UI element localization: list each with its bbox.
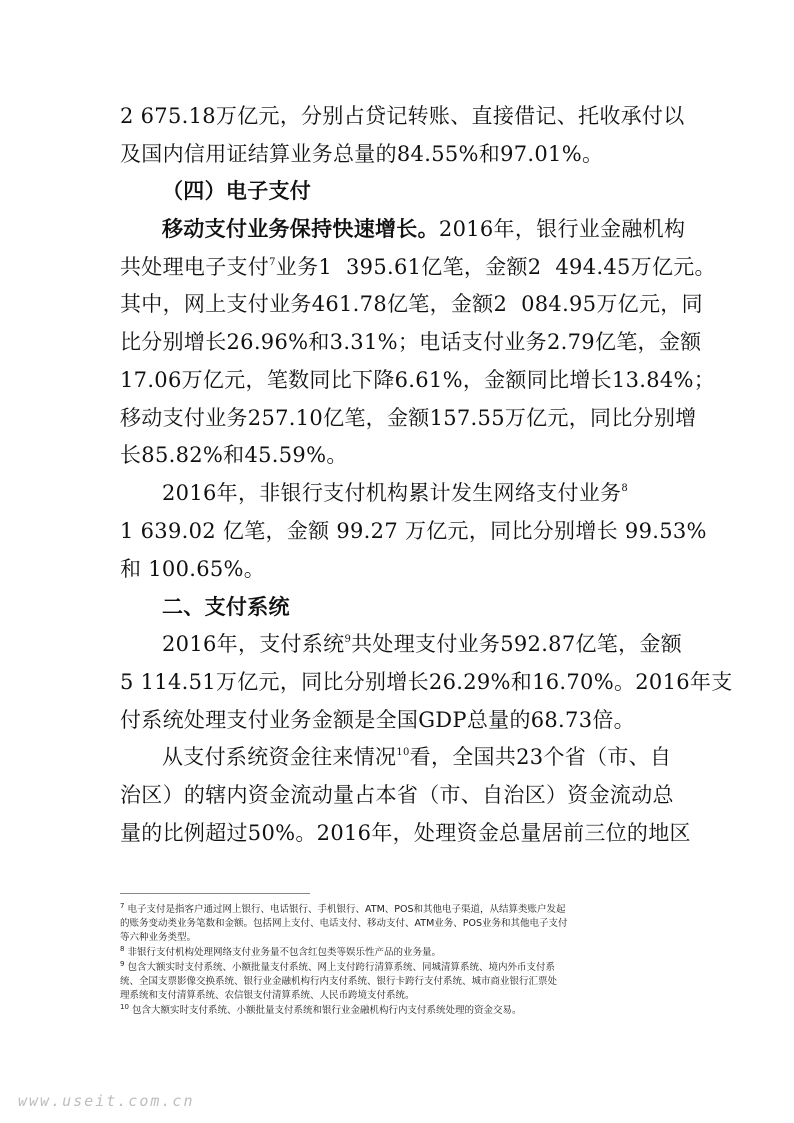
body-text: 2016年，支付系统 [162, 632, 345, 656]
section-heading: 二、支付系统 [162, 595, 290, 619]
footnote-number: 7 [120, 902, 125, 910]
footnote-10 [120, 1004, 680, 1018]
watermark: www.useit.com.cn [18, 1092, 195, 1110]
body-text: 2016年，银行业金融机构 [438, 217, 686, 241]
body-text: 2016年，非银行支付机构累计发生网络支付业务 [162, 481, 622, 505]
body-line: 17.06万亿元，笔数同比下降6.61%，金额同比增长13.84%； [120, 368, 716, 392]
body-line: 其中，网上支付业务461.78亿笔，金额2 084.95万亿元，同 [120, 292, 703, 316]
body-line [120, 253, 716, 281]
footnote-number: 10 [120, 1003, 129, 1011]
footnote-7 [120, 903, 680, 917]
body-text: 共处理支付业务592.87亿笔，金额 [351, 632, 683, 656]
body-text: 业务1 395.61亿笔，金额2 494.45万亿元。 [275, 255, 716, 279]
footnote-number: 9 [120, 960, 125, 968]
body-line: 5 114.51万亿元，同比分别增长26.29%和16.70%。2016年支 [120, 670, 733, 694]
body-line: 及国内信用证结算业务总量的84.55%和97.01%。 [120, 142, 604, 166]
footnote-divider [120, 893, 310, 894]
body-line: 治区）的辖内资金流动量占本省（市、自治区）资金流动总 [120, 783, 674, 807]
footnote-8 [120, 946, 680, 960]
footnote-number: 8 [120, 945, 125, 953]
footnote-ref[interactable]: 8 [621, 483, 629, 494]
body-text: 看，全国共23个省（市、自 [409, 745, 672, 769]
body-line: 2 675.18万亿元，分别占贷记转账、直接借记、托收承付以 [120, 104, 685, 128]
footnote-9 [120, 961, 680, 975]
footnote-line: 等六种业务类型。 [120, 932, 197, 943]
body-line: 比分别增长26.96%和3.31%；电话支付业务2.79亿笔，金额 [120, 330, 702, 354]
footnote-ref[interactable]: 9 [344, 634, 352, 645]
body-line: 移动支付业务257.10亿笔，金额157.55万亿元，同比分别增 [120, 406, 697, 430]
body-line [162, 743, 680, 771]
body-line: 1 639.02 亿笔，金额 99.27 万亿元，同比分别增长 99.53% [120, 519, 707, 543]
footnote-line: 理系统和支付清算系统、农信银支付清算系统、人民币跨境支付系统。 [120, 990, 415, 1001]
footnote-text: 包含大额实时支付系统、小额批量支付系统和银行业金融机构行内支付系统处理的资金交易。 [131, 1005, 522, 1016]
footnote-text: 非银行支付机构处理网络支付业务量不包含红包类等娱乐性产品的业务量。 [127, 947, 442, 958]
section-heading: （四）电子支付 [162, 179, 312, 203]
body-line [162, 479, 680, 507]
paragraph-lead: 移动支付业务保持快速增长。 [162, 217, 439, 241]
footnote-text: 电子支付是指客户通过网上银行、电话银行、手机银行、ATM、POS和其他电子渠道，从结算类账户发起 [127, 904, 566, 915]
body-line [162, 630, 683, 658]
body-text: 共处理电子支付 [120, 255, 270, 279]
footnote-ref[interactable]: 7 [269, 257, 276, 268]
body-line: 量的比例超过50%。2016年，处理资金总量居前三位的地区 [120, 821, 691, 845]
body-line: 和 100.65%。 [120, 557, 266, 581]
body-line [162, 215, 722, 243]
footnote-text: 包含大额实时支付系统、小额批量支付系统、网上支付跨行清算系统、同城清算系统、境内外币支付系 [127, 962, 556, 973]
body-text: 从支付系统资金往来情况 [162, 745, 397, 769]
footnote-line: 的账务变动类业务笔数和金额。包括网上支付、电话支付、移动支付、ATM业务、POS业务和其他电子支付 [120, 918, 568, 929]
body-line: 付系统处理支付业务金额是全国GDP总量的68.73倍。 [120, 708, 635, 732]
body-line: 长85.82%和45.59%。 [120, 443, 348, 467]
footnote-ref[interactable]: 10 [396, 747, 410, 758]
footnote-line: 统、全国支票影像交换系统、银行业金融机构行内支付系统、银行卡跨行支付系统、城市商业银行汇票处 [120, 976, 558, 987]
